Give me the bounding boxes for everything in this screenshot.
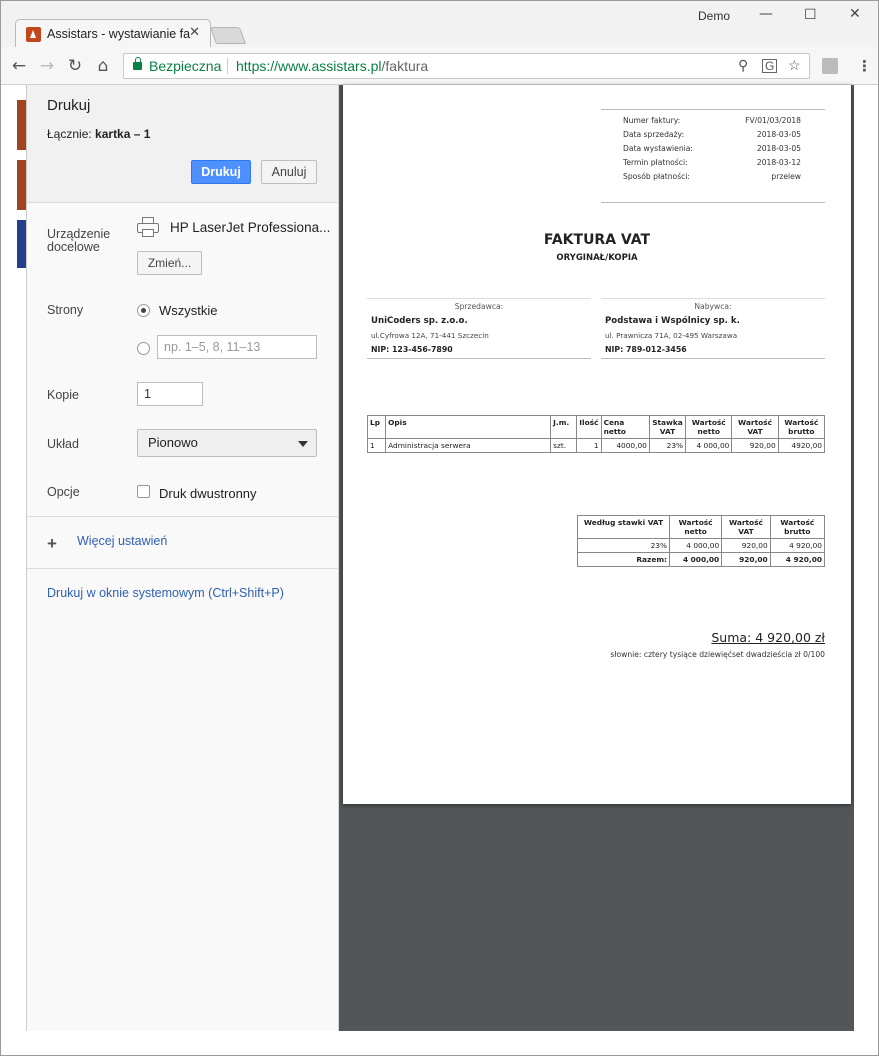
pages-all-label: Wszystkie <box>159 303 218 318</box>
table-cell: Razem: <box>578 553 670 567</box>
url-path: /faktura <box>381 58 429 74</box>
buyer-nip: NIP: 789-012-3456 <box>605 345 687 354</box>
browser-tab[interactable] <box>15 19 211 47</box>
destination-label: Urządzenie docelowe <box>47 227 111 254</box>
table-row <box>578 539 825 553</box>
table-cell: 4 920,00 <box>770 539 824 553</box>
preview-page <box>343 85 851 804</box>
pages-custom-input[interactable]: np. 1–5, 8, 11–13 <box>157 335 317 359</box>
duplex-label: Druk dwustronny <box>159 486 257 501</box>
buyer-name: Podstawa i Wspólnicy sp. k. <box>605 316 740 326</box>
table-cell: 4 000,00 <box>670 553 722 567</box>
pages-label: Strony <box>47 303 84 317</box>
table-cell: 4000,00 <box>601 439 649 453</box>
column-header: Wartość netto <box>670 516 722 539</box>
table-cell: 4920,00 <box>778 439 824 453</box>
layout-label: Układ <box>47 437 79 451</box>
more-settings-link[interactable]: Więcej ustawień <box>77 534 168 548</box>
home-icon[interactable]: ⌂ <box>97 56 109 76</box>
title-bar <box>1 1 878 47</box>
table-row <box>368 439 825 453</box>
print-button[interactable]: Drukuj <box>191 160 251 184</box>
printer-icon <box>137 217 159 237</box>
table-cell: 4 000,00 <box>686 439 732 453</box>
buyer-heading: Nabywca: <box>694 302 732 311</box>
table-cell: Administracja serwera <box>386 439 551 453</box>
total-label: Łącznie: <box>47 127 92 141</box>
table-cell: 23% <box>578 539 670 553</box>
table-cell: 23% <box>649 439 685 453</box>
table-cell: 4 920,00 <box>770 553 824 567</box>
column-header: Wartość netto <box>686 416 732 439</box>
seller-address: ul.Cyfrowa 12A, 71-441 Szczecin <box>371 331 489 340</box>
cancel-button[interactable]: Anuluj <box>261 160 317 184</box>
table-cell: 920,00 <box>722 539 770 553</box>
zoom-icon[interactable]: ⚲ <box>738 57 749 73</box>
forward-icon[interactable]: → <box>39 56 55 76</box>
column-header: Wartość VAT <box>732 416 778 439</box>
column-header: Stawka VAT <box>649 416 685 439</box>
pages-all-radio[interactable] <box>137 304 150 317</box>
invoice-total: Suma: 4 920,00 zł <box>711 630 825 645</box>
column-header: J.m. <box>551 416 577 439</box>
print-total <box>47 127 150 141</box>
invoice-meta: Numer faktury: FV/01/03/2018 Data sprzedaży: 2018-03-05 Data wystawienia: 2018-03-05 Termin płatności: 2018-03-12 Sposób płatności: przelew <box>601 109 825 203</box>
summary-total-row <box>578 553 825 567</box>
bookmark-star-icon[interactable]: ☆ <box>788 57 801 73</box>
plus-icon[interactable]: + <box>47 534 57 553</box>
translate-icon[interactable]: G <box>762 59 777 73</box>
print-preview-area <box>339 85 854 1031</box>
page-background <box>1 86 26 1055</box>
profile-name[interactable]: Demo <box>698 9 731 23</box>
url-host: https://www.assistars.pl <box>236 58 382 74</box>
reload-icon[interactable]: ↻ <box>67 56 83 76</box>
column-header: Według stawki VAT <box>578 516 670 539</box>
layout-select[interactable] <box>137 429 317 457</box>
total-value: kartka – 1 <box>95 127 151 141</box>
printer-name: HP LaserJet Professiona... <box>170 220 331 235</box>
items-header-row <box>368 416 825 439</box>
divider <box>27 568 338 569</box>
column-header: Wartość VAT <box>722 516 770 539</box>
menu-icon[interactable]: ⋮ <box>857 57 872 75</box>
assistars-favicon-icon <box>26 27 41 42</box>
table-cell: 1 <box>368 439 386 453</box>
column-header: Cena netto <box>601 416 649 439</box>
url-text[interactable] <box>236 58 428 74</box>
print-header <box>27 85 338 203</box>
seller-block <box>367 298 591 359</box>
omnibox-divider <box>227 58 228 74</box>
options-label: Opcje <box>47 485 80 499</box>
minimize-icon[interactable]: — <box>759 6 773 22</box>
buyer-address: ul. Prawnicza 71A, 02-495 Warszawa <box>605 331 738 340</box>
table-cell: 920,00 <box>722 553 770 567</box>
pdf-extension-icon[interactable] <box>822 58 838 74</box>
table-cell: 920,00 <box>732 439 778 453</box>
vat-summary-table <box>577 515 825 567</box>
items-table <box>367 415 825 453</box>
copies-input[interactable]: 1 <box>137 382 203 406</box>
seller-nip: NIP: 123-456-7890 <box>371 345 453 354</box>
invoice-title: FAKTURA VAT <box>543 232 651 248</box>
seller-name: UniCoders sp. z.o.o. <box>371 316 468 326</box>
column-header: Lp <box>368 416 386 439</box>
system-dialog-link[interactable]: Drukuj w oknie systemowym (Ctrl+Shift+P) <box>47 586 284 600</box>
print-settings-panel <box>26 85 339 1031</box>
column-header: Wartość brutto <box>770 516 824 539</box>
invoice-subtitle: ORYGINAŁ/KOPIA <box>556 253 638 263</box>
lock-icon <box>133 62 142 70</box>
buyer-block <box>601 298 825 359</box>
table-cell: 4 000,00 <box>670 539 722 553</box>
chevron-down-icon <box>298 441 308 447</box>
copies-label: Kopie <box>47 388 79 402</box>
maximize-icon[interactable]: ☐ <box>804 7 817 23</box>
new-tab-button[interactable] <box>210 27 246 44</box>
print-title: Drukuj <box>47 97 91 114</box>
column-header: Ilość <box>577 416 601 439</box>
browser-toolbar <box>1 47 878 85</box>
summary-header-row <box>578 516 825 539</box>
column-header: Opis <box>386 416 551 439</box>
close-window-icon[interactable]: ✕ <box>849 6 861 22</box>
divider <box>27 516 338 517</box>
total-in-words: słownie: cztery tysiące dziewięćset dwadzieścia zł 0/100 <box>610 650 825 659</box>
change-destination-button[interactable]: Zmień... <box>137 251 202 275</box>
secure-label: Bezpieczna <box>149 58 222 74</box>
column-header: Wartość brutto <box>778 416 824 439</box>
address-bar[interactable] <box>123 53 810 79</box>
tab-title: Assistars - wystawianie fa <box>47 27 191 41</box>
duplex-checkbox[interactable] <box>137 485 150 498</box>
tab-close-icon[interactable]: ✕ <box>189 25 200 40</box>
pages-custom-radio[interactable] <box>137 342 150 355</box>
table-cell: szt. <box>551 439 577 453</box>
back-icon[interactable]: ← <box>11 56 27 76</box>
layout-value: Pionowo <box>148 435 198 450</box>
table-cell: 1 <box>577 439 601 453</box>
seller-heading: Sprzedawca: <box>454 302 504 311</box>
